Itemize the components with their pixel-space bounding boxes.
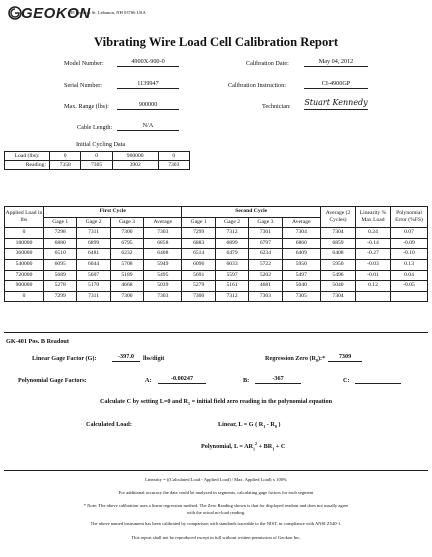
table-cell: 7299	[44, 291, 77, 302]
table-cell: 5170	[77, 281, 110, 292]
poly-sup: 2	[255, 441, 258, 446]
table-cell: 360000	[5, 249, 44, 260]
linear-sub2: 0	[274, 424, 277, 430]
table-cell: 7311	[77, 291, 110, 302]
table-cell: 0	[5, 291, 44, 302]
table-cell: 6899	[215, 238, 248, 249]
table-cell: 5495	[144, 270, 182, 281]
table-cell: 5949	[144, 259, 182, 270]
table-cell: 6409	[282, 249, 320, 260]
regression-zero-value: 7309	[328, 353, 362, 362]
table-row	[5, 291, 428, 302]
table-cell: 7301	[249, 228, 282, 239]
table-cell	[391, 291, 428, 302]
range-label: Max. Range (lbs):	[64, 103, 109, 110]
table-cell: 5597	[215, 270, 248, 281]
poly-sub2: 1	[272, 446, 275, 452]
table-cell: 6044	[77, 259, 110, 270]
table-cell: 0.07	[391, 228, 428, 239]
average-subheader: Average	[282, 217, 320, 228]
table-cell: -0.10	[391, 249, 428, 260]
logo-text: GEOKON	[21, 5, 91, 22]
company-logo	[8, 5, 91, 22]
table-cell: 6095	[44, 259, 77, 270]
table-cell: 6479	[215, 249, 248, 260]
linear-text: Linear, L = G ( R	[218, 421, 264, 428]
table-cell: 180000	[5, 238, 44, 249]
table-cell: 0.13	[391, 259, 428, 270]
gage-subheader: Gage 2	[215, 217, 248, 228]
table-cell: 5722	[249, 259, 282, 270]
factor-a-value: -0.00247	[158, 375, 206, 384]
linearity-header: Linearity % Max Load	[356, 207, 391, 228]
factor-a-label: A:	[145, 377, 152, 384]
calc-c-rest: = initial field zero reading in the polynomial equation	[190, 398, 333, 405]
calculate-c-instruction	[0, 398, 432, 406]
table-cell: 7312	[215, 291, 248, 302]
table-cell: 6883	[182, 238, 215, 249]
table-cell: 6096	[182, 259, 215, 270]
poly-sub1: 1	[253, 446, 256, 452]
date-label: Calibration Date:	[246, 60, 289, 67]
technician-signature: Stuart Kennedy	[304, 97, 368, 110]
table-cell: 6481	[77, 249, 110, 260]
polynomial-formula	[201, 441, 285, 451]
table-cell: 4681	[249, 281, 282, 292]
factor-c-label: C:	[343, 377, 350, 384]
poly-text: Polynomial, L = AR	[201, 443, 254, 451]
table-cell: 5278	[44, 281, 77, 292]
calculated-load-label: Calculated Load:	[86, 421, 132, 428]
table-cell: 0.12	[356, 281, 391, 292]
table-cell: 6859	[321, 238, 356, 249]
table-cell: 5040	[282, 281, 320, 292]
linear-end: )	[276, 421, 281, 428]
table-cell: 6408	[321, 249, 356, 260]
regression-zero-suffix: ):*	[317, 355, 326, 362]
polynomial-factors-label: Polynomial Gage Factors:	[18, 377, 87, 384]
table-cell: 6795	[110, 238, 143, 249]
polynomial-error-header: Polynomial Error (%FS)	[391, 207, 428, 228]
table-cell: 5161	[215, 281, 248, 292]
serial-value: 1139947	[117, 80, 179, 89]
table-cell: -0.27	[356, 249, 391, 260]
table-cell: 5708	[110, 259, 143, 270]
initial-load-cell: 900000	[112, 152, 158, 161]
table-cell: 7311	[77, 228, 110, 239]
calibration-table	[4, 206, 428, 302]
table-row	[5, 281, 428, 292]
table-cell: 7303	[144, 228, 182, 239]
model-label: Model Number:	[64, 60, 104, 67]
initial-reading-cell: 7303	[158, 161, 189, 170]
table-cell: -0.05	[391, 281, 428, 292]
cable-label: Cable Length:	[77, 124, 113, 131]
table-cell: 6880	[44, 238, 77, 249]
range-value: 900000	[117, 101, 179, 110]
linear-formula	[218, 421, 280, 429]
instruction-label: Calibration Instruction:	[228, 82, 286, 89]
gage-subheader: Gage 3	[110, 217, 143, 228]
traceability-statement: The above named instrument has been calibrated by comparison with standards traceable to the NIST, in compliance with ANSI Z540-1.	[90, 521, 342, 526]
company-address: 48 Spencer St. Lebanon, NH 03766 USA	[70, 10, 146, 15]
table-cell: 7305	[282, 291, 320, 302]
gage-subheader: Gage 1	[44, 217, 77, 228]
table-cell: 540000	[5, 259, 44, 270]
table-cell: 7304	[321, 291, 356, 302]
calibration-table-body	[5, 228, 428, 302]
table-cell: 7300	[110, 291, 143, 302]
table-cell: 5040	[321, 281, 356, 292]
first-cycle-header: First Cycle	[44, 207, 182, 218]
readout-heading: GK-401 Pos. B Readout	[6, 338, 69, 345]
initial-reading-row	[5, 161, 190, 170]
table-cell: 5279	[182, 281, 215, 292]
regression-note-line2: with the actual no-load reading.	[186, 510, 246, 515]
model-value: 4900X-900-0	[117, 58, 179, 67]
table-header-row	[5, 207, 428, 218]
applied-load-header: Applied Load in lbs	[5, 207, 44, 228]
table-cell: 5189	[110, 270, 143, 281]
average-subheader: Average	[144, 217, 182, 228]
regression-zero-sub: 0	[315, 358, 318, 364]
table-cell: 6858	[144, 238, 182, 249]
initial-reading-label: Reading:	[5, 161, 50, 170]
gage-subheader: Gage 1	[182, 217, 215, 228]
additional-accuracy-note: For additional accuracy the data could be analyzed in segments, calculating gage factors for each segment	[118, 490, 314, 495]
section-divider	[4, 332, 428, 333]
initial-load-cell: 0	[158, 152, 189, 161]
table-cell: -0.03	[356, 259, 391, 270]
table-cell: 6234	[249, 249, 282, 260]
initial-reading-cell: 3902	[112, 161, 158, 170]
reproduction-notice: This report shall not be reproduced except in full without written permission of Geokon Inc.	[131, 535, 301, 540]
initial-cycling-title: Initial Cycling Data	[76, 141, 126, 148]
table-cell: 5950	[282, 259, 320, 270]
table-cell: 6033	[215, 259, 248, 270]
table-cell: 5950	[321, 259, 356, 270]
factor-c-value	[355, 375, 401, 384]
table-row	[5, 270, 428, 281]
table-cell: 900000	[5, 281, 44, 292]
table-cell: 6514	[182, 249, 215, 260]
table-cell: 4668	[110, 281, 143, 292]
table-row	[5, 238, 428, 249]
instruction-value: CI-4900GP	[304, 80, 368, 89]
factor-b-value: -367	[255, 375, 301, 384]
table-cell: 6510	[44, 249, 77, 260]
calc-c-text: Calculate C by setting L=0 and R	[99, 398, 189, 405]
table-cell: 7303	[249, 291, 282, 302]
linear-gage-factor-label: Linear Gage Factor (G):	[32, 355, 97, 362]
table-cell: 6899	[77, 238, 110, 249]
linear-gage-factor-unit: lbs/digit	[143, 355, 165, 362]
table-cell: 7312	[215, 228, 248, 239]
table-cell: 7299	[182, 228, 215, 239]
table-cell: 5689	[44, 270, 77, 281]
table-cell: 5202	[249, 270, 282, 281]
table-cell: -0.14	[356, 238, 391, 249]
table-cell: 6797	[249, 238, 282, 249]
table-cell: 7304	[321, 228, 356, 239]
table-cell: -0.09	[391, 238, 428, 249]
second-cycle-header: Second Cycle	[182, 207, 321, 218]
table-cell: 5497	[282, 270, 320, 281]
table-cell: 6408	[144, 249, 182, 260]
serial-label: Serial Number:	[64, 82, 102, 89]
logo-swirl-icon	[8, 6, 22, 20]
table-cell: 0.24	[356, 228, 391, 239]
poly-mid: + BR	[257, 443, 273, 451]
calc-c-sub: 1	[188, 401, 191, 407]
table-cell: 7298	[44, 228, 77, 239]
gage-subheader: Gage 3	[249, 217, 282, 228]
initial-load-row	[5, 152, 190, 161]
table-cell: 6232	[110, 249, 143, 260]
report-title: Vibrating Wire Load Cell Calibration Report	[93, 35, 339, 49]
table-cell: 7304	[282, 228, 320, 239]
initial-reading-cell: 7305	[81, 161, 112, 170]
linear-mid: - R	[265, 421, 275, 428]
initial-cycling-table	[4, 151, 190, 170]
table-cell: 0.04	[391, 270, 428, 281]
average-2-cycles-header: Average (2 Cycles)	[321, 207, 356, 228]
poly-end: + C	[274, 443, 286, 451]
table-cell: -0.01	[356, 270, 391, 281]
initial-load-label: Load (lbs):	[5, 152, 50, 161]
date-value: May 04, 2012	[304, 58, 368, 67]
initial-load-cell: 0	[81, 152, 112, 161]
table-cell: 6860	[282, 238, 320, 249]
table-cell: 7303	[144, 291, 182, 302]
table-cell: 5039	[144, 281, 182, 292]
initial-reading-cell: 7358	[50, 161, 81, 170]
table-cell: 5496	[321, 270, 356, 281]
linear-gage-factor-value: -397.0	[112, 353, 140, 362]
technician-label: Technician:	[262, 103, 291, 110]
linearity-formula: Linearity = ((Calculated Load - Applied Load) / Max. Applied Load) x 100%	[145, 477, 287, 482]
table-cell: 5691	[182, 270, 215, 281]
table-cell: 5607	[77, 270, 110, 281]
initial-load-cell: 0	[50, 152, 81, 161]
regression-zero-label	[265, 355, 325, 363]
table-cell: 0	[5, 228, 44, 239]
table-cell	[356, 291, 391, 302]
regression-note-line1: * Note: The above calibration uses a linear regression method. The Zero Reading shown is that for displayed readout and does not usually agree	[83, 503, 349, 508]
linear-sub1: 1	[263, 424, 266, 430]
table-row	[5, 249, 428, 260]
cable-value: N/A	[117, 122, 179, 131]
table-cell: 7300	[182, 291, 215, 302]
table-row	[5, 228, 428, 239]
table-row	[5, 259, 428, 270]
table-cell: 7300	[110, 228, 143, 239]
regression-zero-text: Regression Zero (R	[265, 355, 316, 362]
factor-b-label: B:	[243, 377, 250, 384]
footer-divider	[4, 470, 428, 471]
gage-subheader: Gage 2	[77, 217, 110, 228]
table-cell: 720000	[5, 270, 44, 281]
